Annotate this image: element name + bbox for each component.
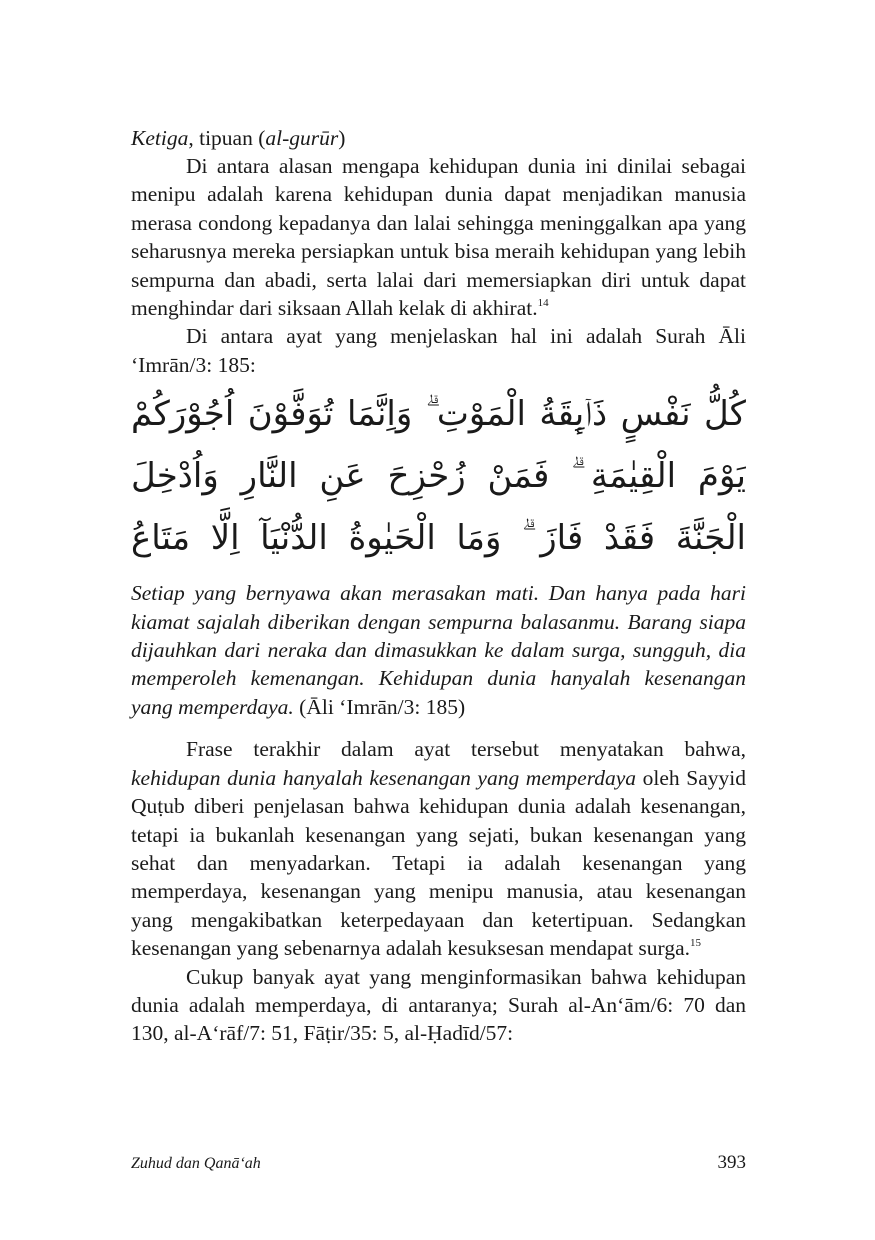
paragraph-2 (131, 322, 746, 379)
page-number: 393 (717, 1152, 746, 1173)
footnote-ref-15: 15 (690, 937, 701, 950)
heading-label: Ketiga (131, 126, 189, 150)
section-heading (131, 124, 746, 152)
page-body (131, 124, 746, 1048)
paragraph-2-text: Di antara ayat yang menjelaskan hal ini adalah Surah Āli ‘Imrān/3: 185: (131, 324, 746, 377)
paragraph-3-before: Frase terakhir dalam ayat tersebut menyatakan bahwa, (186, 737, 746, 762)
running-title: Zuhud dan Qanā‘ah (131, 1155, 261, 1172)
page-footer (131, 1152, 746, 1174)
translation-reference: (Āli ‘Imrān/3: 185) (293, 694, 466, 719)
footnote-ref-14: 14 (537, 297, 549, 310)
paragraph-3-after: oleh Sayyid Quṭub diberi penjelasan bahwa kehidupan dunia adalah kesenangan, tetapi ia bukanlah kesenangan yang sejati, bukan kesenangan yang sehat dan menyadarkan. Tetapi ia adalah kesenangan yang memperdaya, kesenangan yang menipu manusia, atau kesenangan yang mengakibatkan keterpedayaan dan ketertipuan. Sedangkan kesenangan yang sebenarnya adalah kesuksesan mendapat surga. (131, 765, 746, 961)
translation-text: Setiap yang bernyawa akan merasakan mati. Dan hanya pada hari kiamat sajalah diberikan dengan sempurna balasanmu. Barang siapa dijauhkan dari neraka dan dimasukkan ke dalam surga, sungguh, dia memperoleh kemenangan. Kehidupan dunia hanyalah kesenangan yang memperdaya. (131, 581, 746, 719)
arabic-verse: كُلُّ نَفْسٍ ذَاۤىِٕقَةُ الْمَوْتِ ۗ وَاِنَّمَا تُوَفَّوْنَ اُجُوْرَكُمْ يَوْمَ الْقِيٰمَةِ ۗ فَمَنْ زُحْزِحَ عَنِ النَّارِ وَاُدْخِلَ الْجَنَّةَ فَقَدْ فَازَ ۗ وَمَا الْحَيٰوةُ الدُّنْيَآ اِلَّا مَتَاعُ (131, 394, 746, 559)
paragraph-4 (131, 963, 746, 1048)
heading-term: al-gurūr (265, 126, 339, 150)
paragraph-1 (131, 152, 746, 322)
paragraph-3 (131, 735, 746, 962)
paragraph-3-quote: kehidupan dunia hanyalah kesenangan yang memperdaya (131, 765, 637, 790)
heading-separator: , tipuan ( (188, 126, 266, 150)
verse-translation (131, 579, 746, 721)
paragraph-1-text: Di antara alasan mengapa kehidupan dunia ini dinilai sebagai menipu adalah karena kehidupan dunia dapat menjadikan manusia merasa condong kepadanya dan lalai sehingga meninggalkan apa yang seharusnya mereka persiapkan untuk bisa meraih kehidupan yang lebih sempurna dan abadi, serta lalai dari memersiapkan diri untuk dapat menghindar dari siksaan Allah kelak di akhirat. (131, 154, 746, 321)
heading-close: ) (338, 126, 346, 150)
paragraph-4-text: Cukup banyak ayat yang menginformasikan bahwa kehidupan dunia adalah memperdaya, di antaranya; Surah al-An‘ām/6: 70 dan 130, al-A‘rāf/7: 51, Fāṭir/35: 5, al-Ḥadīd/57: (131, 964, 746, 1046)
